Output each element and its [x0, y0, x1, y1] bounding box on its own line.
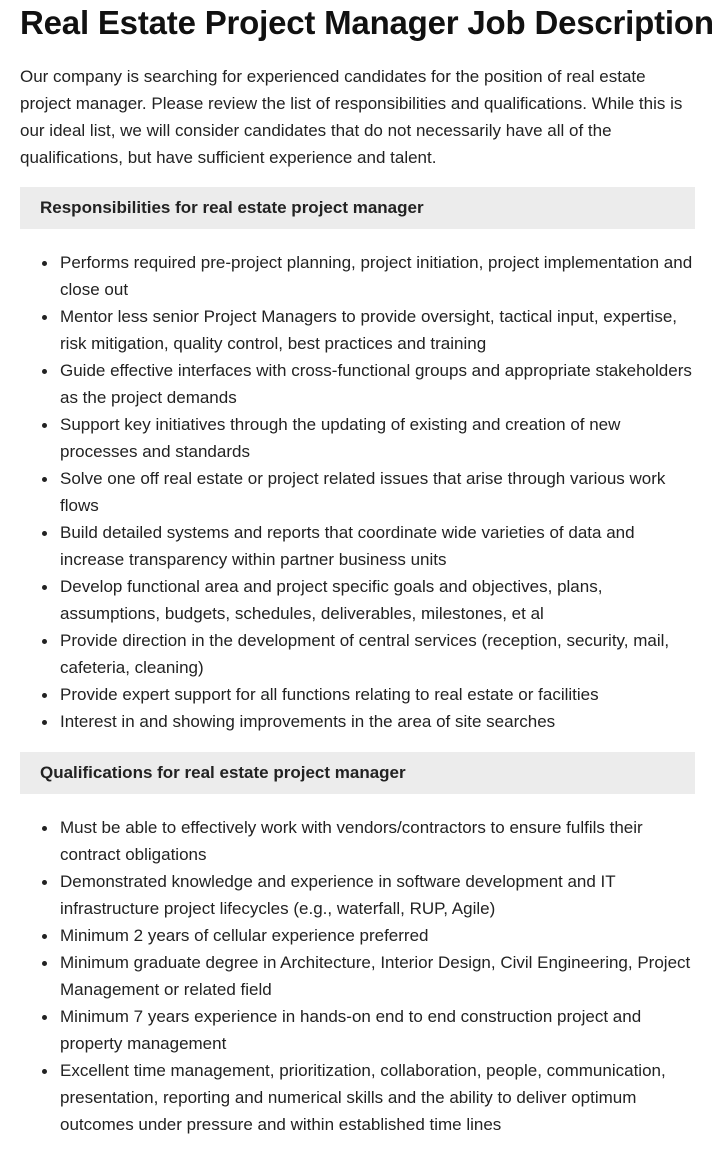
list-item: Minimum 2 years of cellular experience preferred — [60, 922, 695, 949]
list-item: Develop functional area and project specific goals and objectives, plans, assumptions, budgets, schedules, deliverables, milestones, et al — [60, 573, 695, 627]
list-item: Guide effective interfaces with cross-functional groups and appropriate stakeholders as the project demands — [60, 357, 695, 411]
responsibilities-list — [20, 249, 695, 735]
list-item: Provide direction in the development of central services (reception, security, mail, cafeteria, cleaning) — [60, 627, 695, 681]
job-description-page — [20, 0, 714, 1138]
list-item: Excellent time management, prioritization, collaboration, people, communication, presentation, reporting and numerical skills and the ability to deliver optimum outcomes under pressure and within established time lines — [60, 1057, 695, 1138]
list-item: Minimum graduate degree in Architecture, Interior Design, Civil Engineering, Project Management or related field — [60, 949, 695, 1003]
list-item: Mentor less senior Project Managers to provide oversight, tactical input, expertise, risk mitigation, quality control, best practices and training — [60, 303, 695, 357]
list-item: Build detailed systems and reports that coordinate wide varieties of data and increase transparency within partner business units — [60, 519, 695, 573]
list-item: Provide expert support for all functions relating to real estate or facilities — [60, 681, 695, 708]
page-title: Real Estate Project Manager Job Description — [20, 4, 714, 41]
list-item: Demonstrated knowledge and experience in software development and IT infrastructure project lifecycles (e.g., waterfall, RUP, Agile) — [60, 868, 695, 922]
list-item: Interest in and showing improvements in the area of site searches — [60, 708, 695, 735]
list-item: Minimum 7 years experience in hands-on end to end construction project and property management — [60, 1003, 695, 1057]
list-item: Must be able to effectively work with vendors/contractors to ensure fulfils their contract obligations — [60, 814, 695, 868]
qualifications-heading: Qualifications for real estate project manager — [20, 752, 695, 794]
list-item: Support key initiatives through the updating of existing and creation of new processes and standards — [60, 411, 695, 465]
list-item: Solve one off real estate or project related issues that arise through various work flows — [60, 465, 695, 519]
qualifications-list — [20, 814, 695, 1138]
intro-paragraph: Our company is searching for experienced candidates for the position of real estate project manager. Please review the list of responsibilities and qualifications. While this is our ideal list, we will consider candidates that do not necessarily have all of the qualifications, but have sufficient experience and talent. — [20, 67, 683, 167]
responsibilities-heading: Responsibilities for real estate project manager — [20, 187, 695, 229]
list-item: Performs required pre-project planning, project initiation, project implementation and close out — [60, 249, 695, 303]
